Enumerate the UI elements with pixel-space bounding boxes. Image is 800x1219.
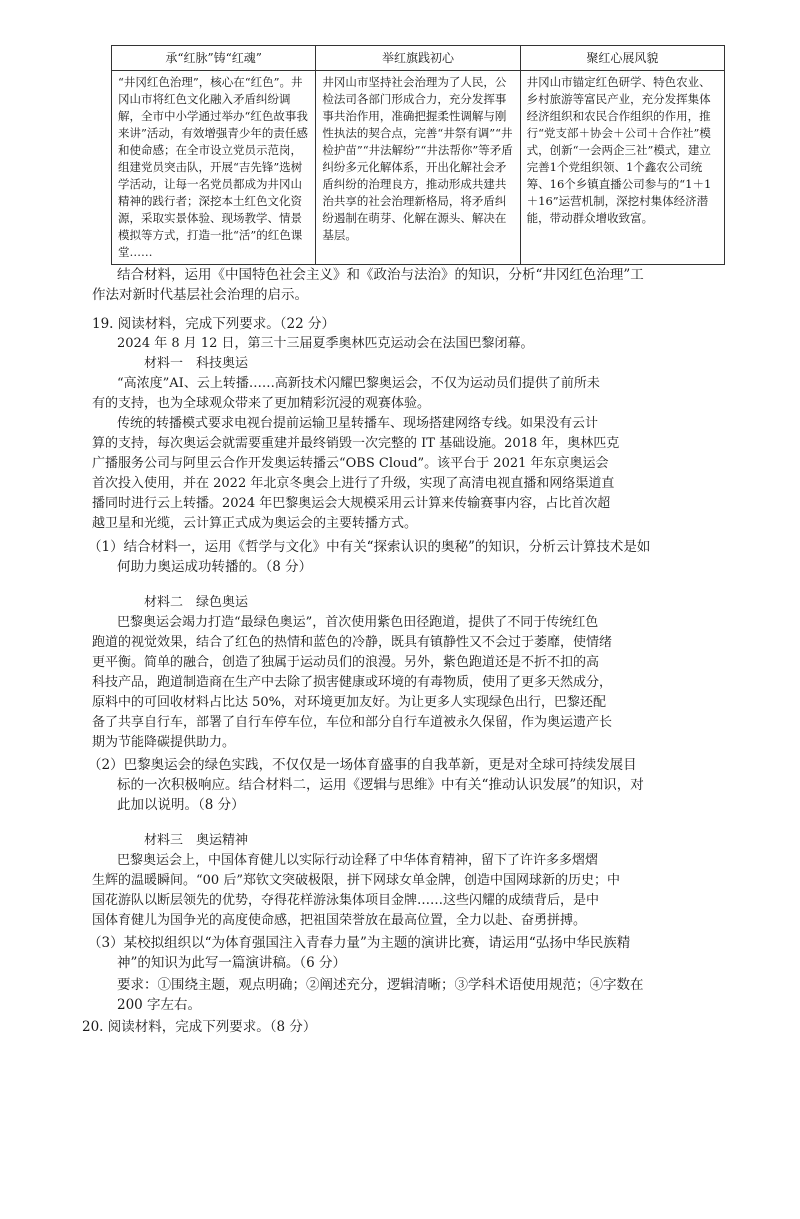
q19-requirement: 200 字左右。 xyxy=(117,997,202,1013)
q19-sub1: （1）结合材料一，运用《哲学与文化》中有关“探索认识的奥秘”的知识，分析云计算技术是如 xyxy=(88,539,651,555)
table-cell: 井冈山市锚定红色研学、特色农业、乡村旅游等富民产业，充分发挥集体经济组织和农民合作组织的作用，推行“党支部＋协会＋公司＋合作社”模式，创新“一会两企三社”模式，建立完善1个党组织领、1个鑫农公司统筹、16个乡镇直播公司参与的“1＋1＋16”运营机制，深挖村集体经济潜能，带动群众增收致富。 xyxy=(520,71,724,265)
material-line: 原料中的可回收材料占比达 50%，对环境更加友好。为让更多人实现绿色出行，巴黎还配 xyxy=(92,695,607,710)
material-line: 有的支持，也为全球观众带来了更加精彩沉浸的观赛体验。 xyxy=(92,396,431,411)
comparison-table xyxy=(111,45,725,265)
q19-sub1: 何助力奥运成功转播的。（8 分） xyxy=(117,559,313,575)
material-line: 算的支持，每次奥运会就需要重建并最终销毁一次完整的 IT 基础设施。2018 年，奥林匹克 xyxy=(92,436,620,451)
material-line: 传统的转播模式要求电视台提前运输卫星转播车、现场搭建网络专线。如果没有云计 xyxy=(117,416,599,431)
q20-title: 20. 阅读材料，完成下列要求。（8 分） xyxy=(82,1019,317,1035)
q19-sub3: （3）某校拟组织以“为体育强国注入青春力量”为主题的演讲比赛，请运用“弘扬中华民族精 xyxy=(88,935,631,951)
material-line: 巴黎奥运会上，中国体育健儿以实际行动诠释了中华体育精神，留下了许许多多熠熠 xyxy=(117,853,599,868)
q19-title: 19. 阅读材料，完成下列要求。（22 分） xyxy=(92,316,335,332)
material-line: 播同时进行云上转播。2024 年巴黎奥运会大规模采用云计算来传输赛事内容，占比首次超 xyxy=(92,496,611,511)
material-line: 广播服务公司与阿里云合作开发奥运转播云“OBS Cloud”。该平台于 2021 年东京奥运会 xyxy=(92,456,609,471)
material-line: 巴黎奥运会竭力打造“最绿色奥运”，首次使用紫色田径跑道，提供了不同于传统红色 xyxy=(117,615,599,630)
table-header: 承“红脉”铸“红魂” xyxy=(112,46,316,71)
table-cell: “井冈红色治理”，核心在“红色”。井冈山市将红色文化融入矛盾纠纷调解，全市中小学通过举办“红色故事我来讲”活动，有效增强青少年的责任感和使命感；在全市设立党员示范岗，组建党员突击队，开展“吉先锋”选树学活动，让每一名党员都成为井冈山精神的践行者；深挖本土红色文化资源，采取实景体验、现场教学、情景模拟等方式，打造一批“活”的红色课堂…… xyxy=(112,71,316,265)
material-line: 国体育健儿为国争光的高度使命感，把祖国荣誉放在最高位置，全力以赴、奋勇拼搏。 xyxy=(92,913,587,928)
q19-sub3: 神”的知识为此写一篇演讲稿。（6 分） xyxy=(117,955,347,971)
q18-prompt-line: 作法对新时代基层社会治理的启示。 xyxy=(92,287,308,303)
material-line: 生辉的温暖瞬间。“00 后”郑钦文突破极限，拼下网球女单金牌，创造中国网球新的历史；中 xyxy=(92,873,620,888)
q19-sub2: 标的一次积极响应。结合材料二，运用《逻辑与思维》中有关“推动认识发展”的知识，对 xyxy=(117,777,644,793)
material-line: 国花游队以断层领先的优势，夺得花样游泳集体项目金牌……这些闪耀的成绩背后，是中 xyxy=(92,893,600,908)
q19-sub2: （2）巴黎奥运会的绿色实践，不仅仅是一场体育盛事的自我革新，更是对全球可持续发展目 xyxy=(88,757,637,773)
material-line: 越卫星和光缆，云计算正式成为奥运会的主要转播方式。 xyxy=(92,516,418,531)
q19-sub2: 此加以说明。（8 分） xyxy=(117,797,245,813)
q19-intro: 2024 年 8 月 12 日，第三十三届夏季奥林匹克运动会在法国巴黎闭幕。 xyxy=(117,336,534,351)
q19-requirement: 要求：①围绕主题，观点明确；②阐述充分，逻辑清晰；③学科术语使用规范；④字数在 xyxy=(117,977,644,993)
q19-material1-title: 材料一 科技奥运 xyxy=(144,356,249,371)
q18-prompt-line: 结合材料，运用《中国特色社会主义》和《政治与法治》的知识，分析“井冈红色治理”工 xyxy=(117,267,644,283)
table-header: 举红旗践初心 xyxy=(316,46,520,71)
material-line: “高浓度”AI、云上转播……高新技术闪耀巴黎奥运会，不仅为运动员们提供了前所未 xyxy=(117,376,600,391)
material-line: 科技产品，跑道制造商在生产中去除了损害健康或环境的有毒物质，使用了更多天然成分， xyxy=(92,675,613,690)
material-line: 首次投入使用，并在 2022 年北京冬奥会上进行了升级，实现了高清电视直播和网络渠道直 xyxy=(92,476,615,491)
material-line: 期为节能降碳提供助力。 xyxy=(92,735,236,750)
q19-material3-title: 材料三 奥运精神 xyxy=(144,833,249,848)
q19-material2-title: 材料二 绿色奥运 xyxy=(144,595,249,610)
table-header: 聚红心展风貌 xyxy=(520,46,724,71)
table-cell: 井冈山市坚持社会治理为了人民，公检法司各部门形成合力，充分发挥事事共治作用，准确把握柔性调解与刚性执法的契合点，完善“井祭有调”“井检护苗”“井法解纷”“井法帮你”等矛盾纠纷多元化解体系，开出化解社会矛盾纠纷的治理良方，推动形成共建共治共享的社会治理新格局，将矛盾纠纷遏制在萌芽、化解在源头、解决在基层。 xyxy=(316,71,520,265)
material-line: 跑道的视觉效果，结合了红色的热情和蓝色的冷静，既具有镇静性又不会过于萎靡，使情绪 xyxy=(92,635,613,650)
material-line: 备了共享自行车，部署了自行车停车位，车位和部分自行车道被永久保留，作为奥运遗产长 xyxy=(92,715,613,730)
material-line: 更平衡。简单的融合，创造了独属于运动员们的浪漫。另外，紫色跑道还是不折不扣的高 xyxy=(92,655,600,670)
